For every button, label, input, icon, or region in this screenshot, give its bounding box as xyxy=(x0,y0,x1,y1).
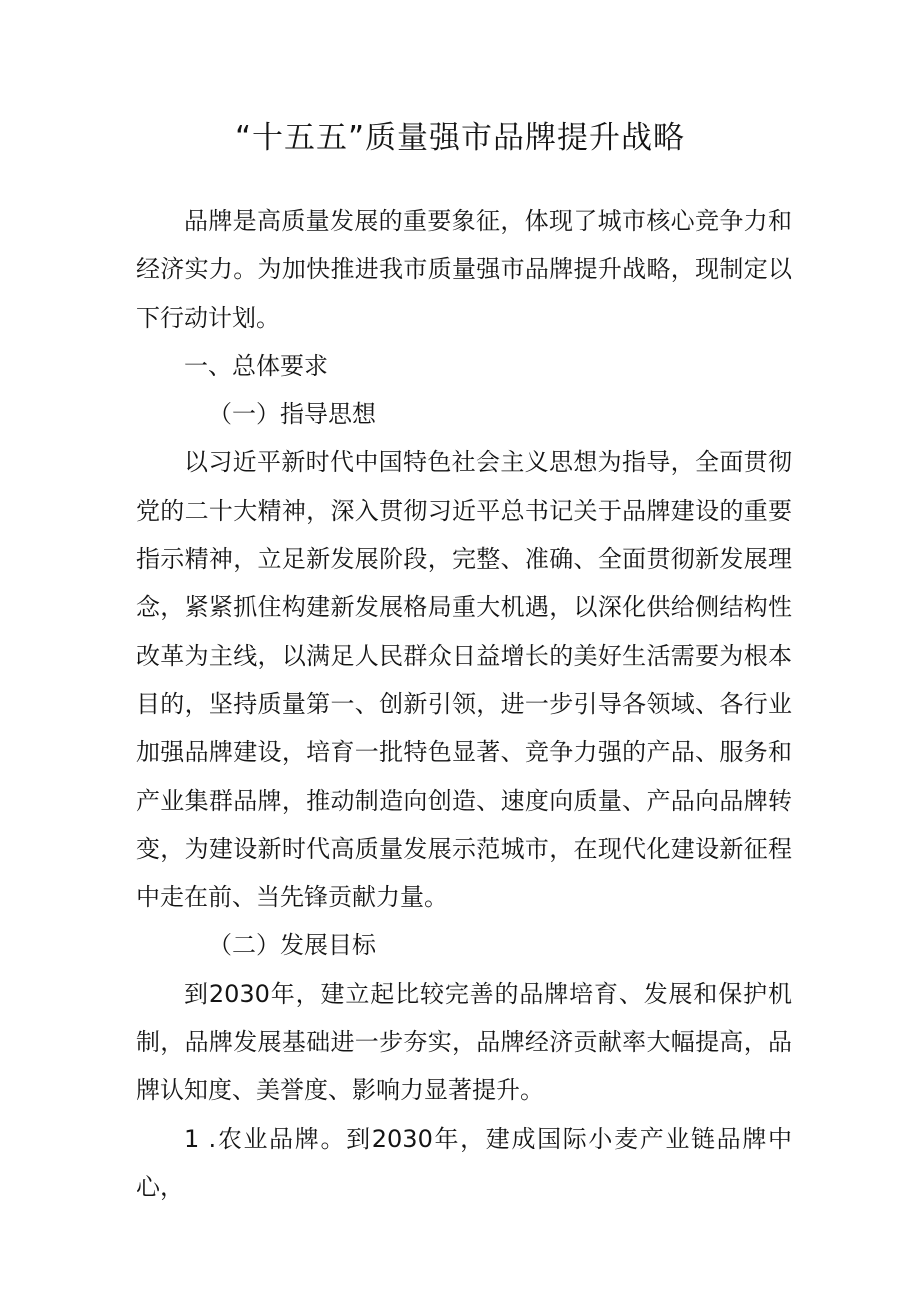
subsection-heading-development-goals: （二）发展目标 xyxy=(208,931,376,960)
subsection-heading-guiding-thought: （一）指导思想 xyxy=(208,400,376,429)
document-title: “十五五”质量强市品牌提升战略 xyxy=(234,119,686,156)
agriculture-brand-paragraph: 1 .农业品牌。到2030年，建成国际小麦产业链品牌中心， xyxy=(136,1124,792,1201)
guiding-thought-paragraph: 以习近平新时代中国特色社会主义思想为指导，全面贯彻党的二十大精神，深入贯彻习近平总书记关于品牌建设的重要指示精神，立足新发展阶段，完整、准确、全面贯彻新发展理念，紧紧抓住构建新发展格局重大机遇，以深化供给侧结构性改革为主线，以满足人民群众日益增长的美好生活需要为根本目的，坚持质量第一、创新引领，进一步引导各领域、各行业加强品牌建设，培育一批特色显著、竞争力强的产品、服务和产业集群品牌，推动制造向创造、速度向质量、产品向品牌转变，为建设新时代高质量发展示范城市，在现代化建设新征程中走在前、当先锋贡献力量。 xyxy=(136,448,792,912)
document-body xyxy=(136,197,792,1211)
development-goals-paragraph: 到2030年，建立起比较完善的品牌培育、发展和保护机制，品牌发展基础进一步夯实，品牌经济贡献率大幅提高，品牌认知度、美誉度、影响力显著提升。 xyxy=(136,979,792,1105)
section-heading-general-requirements: 一、总体要求 xyxy=(184,351,328,380)
intro-paragraph: 品牌是高质量发展的重要象征，体现了城市核心竞争力和经济实力。为加快推进我市质量强市品牌提升战略，现制定以下行动计划。 xyxy=(136,207,792,332)
